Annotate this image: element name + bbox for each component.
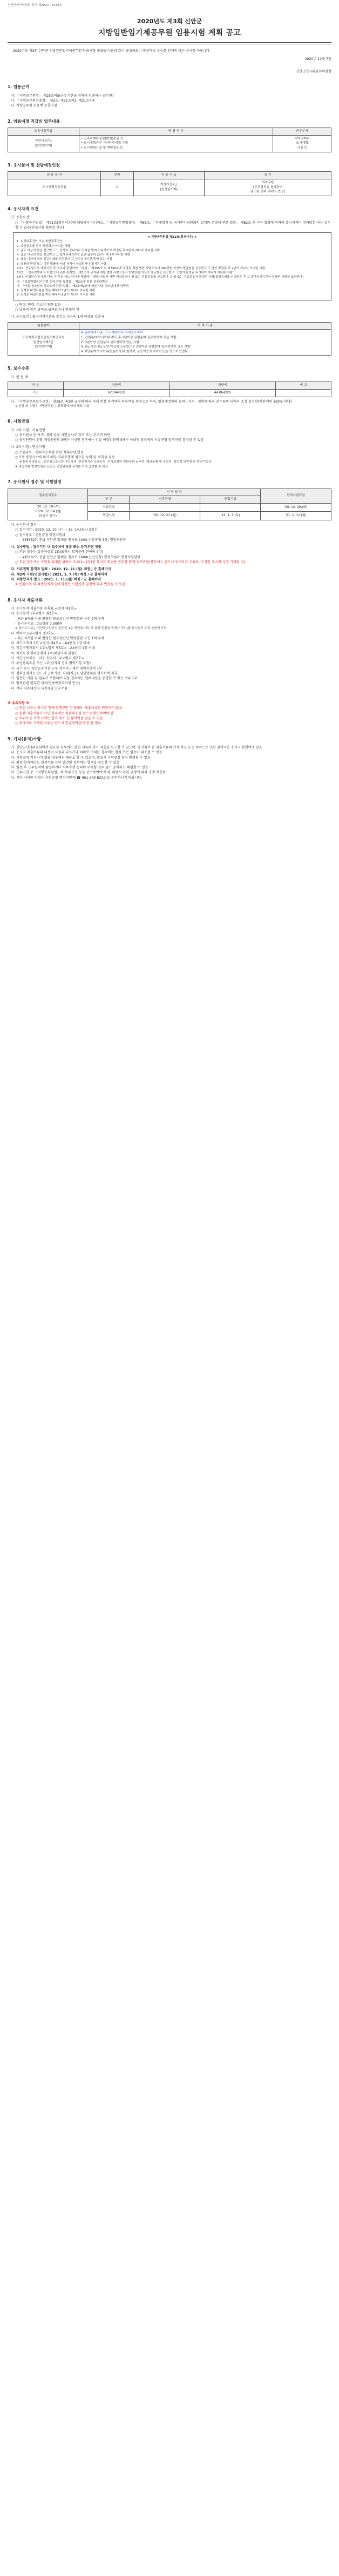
section-6-title: 6. 시험방법: [8, 419, 30, 424]
section-3-title: 3. 응시분야 및 선발예정인원: [8, 162, 60, 168]
s8-na3: ※ 응시수수료는 신안군수입증지(신안군 1층 민원봉사과, 각 읍면 민원실 등에서 구입)를 응시원서 우측 상단에 부착: [15, 627, 167, 631]
duty-item: • 도시계획관련 지구단위계획 수립: [80, 142, 128, 145]
law-line: 가. 「성폭력범죄의 처벌 등에 관한 특례법」 제2조에 따른 성폭력범죄: [17, 280, 108, 284]
s8-ba: 바. 자격요건 경력증명서 1부(해당자에 한함): [11, 651, 76, 655]
req-note: ※ 해당분야 학사학위(전문학사)에 한하여, 동등이상의 자격이 있는 것으로 인정됨: [80, 350, 188, 354]
requirement-table: [8, 322, 331, 356]
schedule-cell: -: [130, 503, 200, 512]
s8-ma: 마. 직무수행계획서 1부<별지 제5호> - A4용지 1장 이내: [11, 646, 95, 651]
s8-ga: 가. 응시원서 제출서류 목록표 <별지 제1호>: [11, 606, 77, 611]
s7-na: 나. 접수방법 : 접수기간 내 접수처에 방문 또는 등기우편 제출: [11, 545, 101, 550]
schedule-table: [8, 489, 331, 520]
req-item: 3. 8급 또는 8급상당 이상의 공무원으로 2년이상 관련분야 실무경력이 있는 사람: [80, 345, 191, 349]
s8-na1: - 최근 6개월 이내 촬영한 탈모상반신 반명함판 사진 2매 부착: [15, 617, 105, 621]
s7-na3: ○ 우편 접수자는 수험표 휴대를 위하여 우표(1~2장)를 응시표 회송용 봉투를 함께 송부바람(봉투에는 반드시 등기요금 우표로, 수신인 주소와 성명 기재할 것): [15, 560, 246, 565]
schedule-cell: 면접시험: [88, 512, 130, 520]
duty-item: • 군관리계획결정(변경)수립 등: [80, 137, 124, 140]
table-header: 구 분: [88, 496, 130, 504]
law-box: [13, 232, 331, 300]
s8-ra: 라. 자기소개서 1부 <별지 제4호> - A4용지 1장 이내: [11, 641, 90, 646]
s6-ga: 가. 1차 시험 : 서류전형: [11, 428, 45, 432]
table-header: 서류전형: [130, 496, 200, 504]
notice-date: 2020년 12월 7일: [304, 57, 331, 61]
law-line: 3. 금고 이상의 형을 선고받고 그 집행이 끝나거나 집행을 받지 아니하기로 확정된 후 5년이 지나지 아니한 사람: [17, 249, 160, 252]
s8-da1: - 최근 6개월 이내 촬영한 탈모상반신 반명함판 사진 1매 부착: [15, 636, 105, 640]
section-1-title: 1. 임용근거: [8, 84, 30, 90]
s6-na4: ※ 면접시험 합격인원은 신안군 면접위원회 심의를 거쳐 결정할 수 있음: [15, 465, 108, 469]
warning-item: ○ 허위사실 기재 시에는 합격 취소 등 불이익을 받을 수 있음: [15, 716, 103, 720]
law-line: 6. 법원의 판결 또는 다른 법률에 따라 자격이 상실되거나 정지된 사람: [17, 262, 107, 266]
law-line: 6의4. 미성년자에 대한 다음 각 목의 어느 하나에 해당하는 죄를 저질러 파면·해임되거나 형 또는 치료감호를 선고받아 그 형 또는 치료감호가 확정된 사람(집행유예를 선고받은 후 그 집행유예기간이 경과한 사람을 포함한다): [17, 276, 304, 279]
s6-ga1: ○ 응시원서 등 자격, 경력 등을 서면심사로 자격 또는 부적격 판단: [15, 433, 111, 437]
table-header: 합격자발표일: [261, 489, 331, 503]
s5-na: 나. 「지방공무원보수규정」 제38조 제3항 규정에 따라 아래 연봉 한계액의 하한액을 원칙으로 하되, 임용예정자의 능력 · 자격 · 경력에 따라 보수를의 내에서 조정 결정함(하한액의 120% 이내): [11, 399, 292, 404]
s9-item: 가. 신안군인사위원회에서 필요한 경우에는 관련 서류의 추가 제출을 요구할 수 있으며, 응시원서 등 제출서류의 기재 착오 또는 누락으로 인한 불이익은 응시자 본인에게 있음: [11, 745, 262, 750]
duty-table: [8, 128, 331, 152]
req-field: 도시계획직렬전문임기제공무원 일반임기제7급 (일반임기제): [8, 330, 79, 356]
duty-item: • 도시계획시설 및 계획업무 등: [80, 146, 123, 150]
s9-item: 나. 응시자 제출서류의 내용이 사실과 다르거나 허위로 기재한 경우에는 합격 또는 임용이 취소될 수 있음: [11, 751, 162, 755]
law-line: 1. 피성년후견인 또는 피한정후견인: [17, 240, 63, 244]
field-name: 도시계획직공무원: [8, 179, 101, 196]
field-term: 최초 2년 (근무실적을 평가하여 총 5년 범위 내에서 연장): [204, 179, 331, 196]
salary-cell: [276, 389, 331, 397]
table-header: 근무부서: [273, 128, 331, 136]
law-line: 7. 징계로 파면처분을 받은 때부터 5년이 지나지 아니한 사람: [17, 289, 95, 293]
schedule-cell: -: [200, 503, 261, 512]
s7-note: ※ 면접시험 및 최종합격자 발표일정은 시험진행 일정에 따라 변경될 수 있음: [15, 583, 126, 587]
s9-item: 마. 임용 후 근무실적이 불량하거나 직무수행 능력이 부족할 경우 임기 중이라도 해임할 수 있음: [11, 766, 148, 770]
warning-item: ○ 원본 제출서류가 아닌 경우에는 원본대조필 등으로 확인하여야 함: [15, 711, 114, 715]
notice-number: 신안군인사위원회 공고 제2020 - 1433호: [8, 4, 62, 7]
s4-na: 나. 응시요건 : 필수자격기준을 갖추고 다음의 1개 이상을 갖춘자: [11, 315, 105, 319]
field-grade: 지방시설7급 (일반임기제): [133, 179, 204, 196]
s4-ga1: ○ 「지방공무원법」 제31조(결격사유)에 해당되지 아니하고, 「지방공무원임용령」 제65조, 「부패방지 및 국가권익위원회의 설치와 운영에 관한 법률」 제82조 및 기타 법령에 의하여 응시자격이 정지당한 자는 응시할 수 없음(면접시험 최종일 기준): [15, 220, 331, 230]
s8-na: 나. 응시원서 1부<별지 제2호>: [11, 612, 57, 616]
s8-da: 다. 이력서 1부<별지 제3호>: [11, 631, 54, 635]
warning-item: ○ 외국어로 기재된 서류는 반드시 한글번역본(공증)을 첨부: [15, 721, 101, 726]
law-line: 나. 「아동·청소년의 성보호에 관한 법률」 제2조제2호에 따른 아동·청소년대상 성범죄: [17, 284, 129, 288]
table-header: 시 험 일 정: [88, 489, 261, 496]
intro-text: 2020년도 제3회 신안군 지방일반임기제공무원 임용시험 계획을 다음과 같이 공고하오니 참신하고 유능한 인재의 많은 응시를 바랍니다.: [13, 49, 211, 53]
law-line: 6의2. 공무원으로 재직기간 중 직무와 관련하여 「형법」 제355조 및 제356조에 규정된 죄를 범한 사람으로서 300만원 이상의 벌금형을 선고받고 그 형이 확정된 후 2년이 지나지 아니한 사람: [17, 266, 265, 270]
s8-pa: 파. 기타 임용대상자 사전제출 요구서류: [11, 686, 68, 691]
s6-na3: ※ 5대 평정요소 : 공무원으로서의 정신자세, 전문지식과 응용능력, 의사표현의 정확성과 논리성, 예의품행 및 성실성, 창의력·의지력 및 발전가능성: [19, 460, 212, 464]
s7-ga3: - 우)58827, 전남 신안군 압해읍 천사로 1004 신안군청 3층, 행정지원과: [19, 538, 126, 542]
s6-ga2: ○ 응시인원이 선발 예정인원의 3배수 이상인 경우에는 선발 예정인원의 3배수 이내의 범위에서 서류전형 합격자를 결정할 수 있음: [15, 438, 204, 443]
table-header: 면접시험: [200, 496, 261, 504]
table-header: 구 분: [8, 382, 64, 390]
s7-na2: - 우)58827, 전남 신안군 압해읍 천사로 1004(신안군청) 행정지원과 행정지원담당: [19, 555, 140, 559]
s8-sa: 사. 개인정보제공 · 이용 동의서 1부<별지 제7호>: [11, 657, 84, 660]
s1-item: 가. 「지방공무원법」 제25조의5(근무기간을 정하여 임용하는 공무원): [11, 93, 114, 98]
section-5-title: 5. 보수수준: [8, 366, 30, 371]
table-header: 상한액: [63, 382, 170, 390]
s5-ga: 가. 연 봉 액: [11, 375, 28, 379]
table-header: 자 격 기 준: [79, 322, 331, 330]
law-title: < 지방공무원법 제31조(결격사유) >: [147, 236, 197, 239]
req-main: ※ 필수자격기준 : 도시계획기사 자격증소지자: [80, 331, 143, 335]
section-9-title: 9. 기타(유의)사항: [8, 736, 41, 741]
notice-org: 신안군인사위원회위원장: [296, 70, 331, 74]
table-header: 비 고: [276, 382, 331, 390]
salary-table: [8, 382, 331, 397]
table-header: 인원: [101, 172, 133, 179]
s4-ga2: ○ 연령, 연령, 주소지 제한 없음: [15, 303, 61, 307]
salary-cell: 44,064천원: [170, 389, 276, 397]
s5-note: ※ 연봉 외 수당은 지방공무원 수당규정에 따라 별도 지급: [15, 404, 90, 408]
schedule-cell: '20. 12. 21.(월): [130, 512, 200, 520]
s8-ta: 타. 임용관련 필요한 서류(임용예정부서장 인정): [11, 681, 80, 686]
table-header: 임 용 분 야: [8, 172, 101, 179]
s4-ga: 가. 공통요건: [11, 216, 29, 220]
s9-item: 바. 근무기간 중 「지방공무원법」의 복무규정 등을 준수하여야 하며, 위반시 관련 규정에 따라 징계 처분함: [11, 771, 166, 775]
schedule-cell: '20. 12. 29.(화): [261, 503, 331, 512]
title-line2: 지방임반임기제공무원 임용시험 계획 공고: [98, 28, 241, 37]
title-line1: 2020년도 제3회 신안군: [137, 18, 202, 25]
duty-dept: 지역경제과 도시계획 시설 등: [273, 135, 331, 152]
s8-ka: 카. 일용한 기관 및 업무가 포함되어 있을 경우에는 업무내용을 증명할 수 있는 서류 1부: [11, 677, 138, 681]
s7-ra: 라. 제2차 시험(면접시험) : 2021. 1. 7.(목) 예정 / 군 홈페이지: [11, 572, 107, 577]
section-2-title: 2. 임용예정 직급의 업무내용: [8, 118, 60, 124]
s6-na: 나. 2차 시험 : 면접시험: [11, 445, 45, 450]
s9-item: 다. 시험결과 적격자가 없을 경우에는 재공고 할 수 있으며, 필요시 시험일정 등이 변경될 수 있음: [11, 755, 151, 760]
s9-item: 라. 최종 합격자라도 결격사유 등이 발견될 경우에는 합격을 취소할 수 있음: [11, 760, 119, 765]
s7-na1: ○ 우편 접수는 접수마감일 18:00까지 도착분에 한하여 인정: [15, 550, 103, 554]
s4-ga3: ○ 남자의 경우 병역을 필하였거나 면제된 자: [15, 308, 79, 312]
s1-item: 다. 지방공무원 임용예 통합지침: [11, 104, 57, 108]
field-count: 1: [101, 179, 133, 196]
s8-ja: 자. 국가 또는 지방공공기관 근무 경력자 : 재직 경력증명서 1부: [11, 666, 103, 671]
s6-na2: ○ 5개 평정요소에 의거 해당 직무수행에 필요한 능력 및 적격성 검정: [15, 456, 115, 460]
table-header: 담 당 직 무: [79, 128, 273, 136]
salary-cell: 62,044천원: [63, 389, 170, 397]
duty-grade: 지방시설7급 (일반임기제): [8, 135, 79, 152]
s7-ga1: ○ 접수기간 : 2020. 12. 10.(수) ~ 12. 14.(월) / 5일간: [15, 528, 98, 532]
schedule-period: '20. 12. 10.(수) ~ '20. 12. 14.(월) (5일간 접수): [8, 503, 88, 520]
s1-item: 나. 「지방공무원임용령」 제3조, 제21조의2, 제21조의4: [11, 99, 95, 103]
law-line: 6의3. 「성폭력범죄의 처벌 등에 관한 특례법」 제2조에 규정된 죄를 범한 사람으로서 100만원 이상의 벌금형을 선고받고 그 형이 확정된 후 3년이 지나지 아니한 사람: [17, 271, 233, 275]
table-header: 임 용 직 급: [133, 172, 204, 179]
s8-aa: 아. 주민등록초본 또는 1부(남자의 경우 병역사항 포함): [11, 661, 91, 666]
s8-cha: 차. 경력증명서는 반드시 근무기간, 직위(직급), 담당업무를 명시하여 제출: [11, 671, 118, 675]
law-line: 5. 금고 이상의 형의 선고유예를 선고받고 그 선고유예기간 중에 있는 사람: [17, 258, 112, 262]
section-7-title: 7. 응시원서 접수 및 시험일정: [8, 479, 62, 485]
warning-title: ※ 유의사항 ※: [8, 701, 30, 706]
table-header: 하한액: [170, 382, 276, 390]
req-item: 2. 3년이상 관련분야 실무경력이 있는 사람: [80, 340, 139, 344]
law-line: 2. 파산선고를 받고 복권되지 아니한 사람: [17, 244, 70, 248]
schedule-cell: '21. 1. 7.(목): [200, 512, 261, 520]
s8-na2: - 응시수수료 : 7급상당 7,000원: [15, 621, 63, 626]
section-8-title: 8. 응시자 제출서류: [8, 597, 43, 603]
schedule-cell: 서류전형: [88, 503, 130, 512]
warning-item: ○ 모든 서류는 공고일 현재 발행분만 인정하며, 제출서류는 반환하지 않음: [15, 706, 123, 711]
salary-cell: 7급: [8, 389, 64, 397]
s7-ga2: ○ 접수장소 : 신안군청 행정지원과: [15, 533, 66, 537]
title-rule: [8, 42, 331, 44]
section-4-title: 4. 응시자격 요건: [8, 206, 39, 211]
req-item: 1. 관련분야 학사학위 취득 후 1년이상 관련분야 실무경력이 있는 사람: [80, 336, 177, 339]
law-line: 8. 징계로 해임처분을 받은 때부터 3년이 지나지 아니한 사람: [17, 293, 95, 297]
s7-da: 다. 서류전형 합격자 발표 : 2020. 12. 21.(월) 예정 / 군 홈페이지: [11, 567, 111, 572]
title-block: [8, 17, 331, 39]
table-header: 임용예정직급: [8, 128, 79, 136]
s6-na1: ○ 시험과목 : 경력직공무원 관련 직무관련 면접: [15, 450, 84, 454]
table-header: 임 기: [204, 172, 331, 179]
s7-ga: 가. 응시원서 접수: [11, 523, 37, 527]
table-header: 임용분야: [8, 322, 79, 330]
schedule-cell: '21. 1. 11.(월): [261, 512, 331, 520]
field-table: [8, 171, 331, 196]
s9-item: 사. 기타 자세한 사항은 신안군청 행정지원과(☎ 061-240-8232)로 문의하시기 바랍니다.: [11, 775, 143, 780]
law-line: 4. 금고 이상의 형을 선고받고 그 집행유예기간이 끝난 날부터 2년이 지나지 아니한 사람: [17, 253, 131, 257]
s7-ma: 마. 최종합격자 발표 : 2021. 1. 11.(월) 예정 / 군 홈페이지: [11, 577, 101, 581]
table-header: 접수원서접수: [8, 489, 88, 503]
